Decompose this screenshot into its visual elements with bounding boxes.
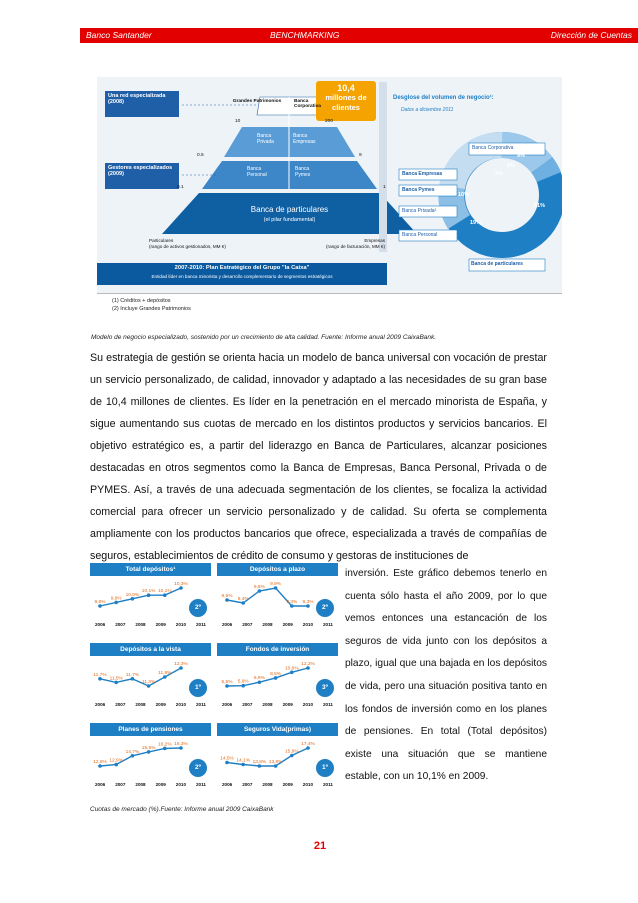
data-label: 12,3% — [174, 662, 188, 667]
x-tick-label: 2006 — [221, 702, 233, 707]
figure-footnote-2: (2) Incluye Grandes Patrimonios — [112, 306, 191, 312]
donut-pct-personal: 19% — [470, 220, 482, 226]
mini-chart-3 — [90, 643, 211, 709]
mini-chart-title: Seguros Vida(primas) — [217, 723, 338, 736]
x-tick-label: 2010 — [175, 702, 187, 707]
x-tick-label: 2010 — [175, 782, 187, 787]
figure-footnote-1: (1) Créditos + depósitos — [112, 298, 171, 304]
x-tick-label: 2008 — [135, 782, 146, 787]
data-label: 9,5% — [221, 594, 233, 599]
data-label: 14,7% — [125, 749, 140, 755]
donut-pct-empresas: 6% — [507, 163, 515, 169]
data-label: 11,8% — [158, 671, 172, 676]
donut-label-privada: Banca Privada² — [402, 208, 437, 214]
x-tick-label: 2011 — [323, 622, 333, 627]
x-tick-label: 2007 — [115, 782, 126, 787]
data-label: 9,3% — [286, 600, 298, 605]
data-label: 13,8% — [252, 760, 267, 765]
donut-label-empresas: Banca Empresas — [402, 171, 443, 177]
x-tick-label: 2011 — [196, 622, 206, 627]
x-tick-label: 2007 — [115, 702, 126, 707]
right-paragraph: inversión. Este gráfico debemos tenerlo en cuenta sólo hasta el año 2009, por lo que vemos entonces una estancación de los seguros de vida junto con los depósitos a plazo, igual que una bajada en los depósitos de vida, pero una situación positiva tanto en los fondos de inversión como en los planes de pensiones. En total (Total depósitos) existe una situación que se mantiene estable, con un 10,1% en 2009. — [345, 568, 547, 783]
pyramid-base-sub: (el pilar fundamental) — [263, 217, 316, 223]
mini-chart-2 — [217, 563, 338, 629]
grandes-patrimonios-label: Grandes Patrimonios — [232, 99, 282, 104]
x-tick-label: 2008 — [262, 702, 273, 707]
x-tick-label: 2006 — [221, 622, 233, 627]
data-label: 5,6% — [237, 679, 249, 685]
figure-caption-top: Modelo de negocio especializado, sostenido por un crecimiento de alta calidad. Fuente: Informe anual 2009 CaixaBank. — [91, 334, 437, 341]
x-tick-label: 2009 — [282, 622, 293, 627]
banca-pymes-label: Banca Pymes — [295, 166, 311, 178]
business-model-figure — [97, 77, 562, 294]
mini-chart-4 — [217, 643, 338, 709]
data-label: 15,5% — [141, 745, 156, 751]
body-paragraph: Su estrategia de gestión se orienta hacia un modelo de banca universal con vocación de prestar un servicio personalizado, de calidad, innovador y adaptado a las necesidades de su gran base de 10,4 millones de clientes. Es líder en la penetración en el mercado minorista de España, y sigue aumentando sus cuotas de mercado en los distintos productos y servicios bancarios. El objetivo estratégico es, a partir del liderazgo en Banca de Particulares, alcanzar posiciones destacadas en otros segmentos como la Banca de Empresas, Banca Personal, Privada o de PYMES. Así, a través de una adecuada segmentación de los clientes, se focaliza la actividad comercial para ofrecer un servicio personalizado y de calidad. Su oferta se complementa ampliamente con los productos bancarios que ofrece, especializada a través de compañías de seguros, establecimientos de crédito de consumo y gestoras de instituciones de — [90, 352, 547, 562]
data-label: 9,9% — [110, 596, 122, 602]
data-label: 10,1% — [141, 589, 156, 595]
rank-badge: 1º — [189, 679, 207, 697]
page-number: 21 — [313, 840, 327, 852]
tick-9: 9 — [359, 153, 362, 158]
x-tick-label: 2010 — [302, 782, 314, 787]
banca-empresas-label: Banca Empresas — [293, 133, 316, 145]
x-tick-label: 2008 — [135, 702, 146, 707]
data-label: 8,5% — [270, 671, 282, 677]
x-axis-years — [217, 780, 338, 789]
tick-200: 200 — [325, 119, 334, 124]
x-axis-years — [90, 620, 211, 629]
data-label: 12,9% — [109, 758, 124, 764]
rank-badge: 2º — [189, 759, 207, 777]
data-label: 16,2% — [157, 742, 172, 748]
plan-title: 2007-2010: Plan Estratégico del Grupo "la Caixa" — [174, 265, 310, 271]
donut-label-pymes: Banca Pymes — [402, 187, 435, 193]
x-tick-label: 2006 — [94, 782, 106, 787]
donut-pct-privada: 10% — [458, 192, 470, 198]
data-label: 11,3% — [141, 680, 156, 685]
rank-badge: 2º — [189, 599, 207, 617]
donut-pct-particulares: 51% — [534, 203, 546, 209]
x-tick-label: 2011 — [323, 782, 333, 787]
x-axis-years — [217, 620, 338, 629]
page-header — [80, 28, 638, 43]
mini-chart-title: Fondos de inversión — [217, 643, 338, 656]
data-label: 11,7% — [125, 672, 140, 678]
data-label: 9,3% — [302, 600, 314, 605]
data-label: 9,8% — [94, 600, 106, 605]
empresas-label: Empresas (rango de facturación, MM €) — [326, 238, 385, 249]
data-label: 16,3% — [174, 742, 188, 747]
data-label: 11,5% — [109, 676, 123, 682]
data-label: 9,9% — [270, 582, 282, 587]
x-axis-years — [90, 780, 211, 789]
mini-chart-title: Planes de pensiones — [90, 723, 211, 736]
rank-badge: 3º — [316, 679, 334, 697]
data-label: 12,6% — [93, 760, 107, 765]
x-axis-years — [217, 700, 338, 709]
x-tick-label: 2011 — [323, 702, 333, 707]
x-tick-label: 2011 — [196, 702, 206, 707]
x-tick-label: 2009 — [155, 702, 166, 707]
banca-corporativa-label: Banca Corporativa — [294, 99, 321, 109]
banca-privada-label: Banca Privada — [257, 133, 274, 145]
x-tick-label: 2009 — [155, 622, 166, 627]
tick-05: 0.5 — [197, 153, 204, 158]
plan-subtitle: Entidad líder en banca minorista y desarrollo complementario de segmentos estratégicos — [151, 274, 333, 279]
data-label: 9,4% — [237, 597, 249, 602]
data-label: 14,1% — [236, 758, 251, 764]
header-left: Banco Santander — [86, 30, 152, 40]
data-label: 13,8% — [268, 760, 283, 765]
tick-01: 0.1 — [177, 185, 184, 190]
data-label: 10,6% — [284, 666, 299, 672]
market-share-charts — [90, 563, 338, 803]
x-tick-label: 2007 — [242, 622, 253, 627]
x-tick-label: 2006 — [94, 622, 106, 627]
mini-chart-6 — [217, 723, 338, 789]
red-network-label: Una red especializada (2008) — [108, 93, 166, 105]
x-tick-label: 2006 — [221, 782, 233, 787]
donut-label-personal: Banca Personal — [402, 232, 438, 238]
x-tick-label: 2011 — [196, 782, 206, 787]
x-tick-label: 2007 — [115, 622, 126, 627]
rank-badge: 2º — [316, 599, 334, 617]
figure-caption-bottom: Cuotas de mercado (%).Fuente: Informe anual 2009 CaixaBank — [90, 806, 274, 813]
x-tick-label: 2008 — [262, 622, 273, 627]
data-label: 6,9% — [253, 676, 265, 682]
donut-label-corporativa: Banca Corporativa — [472, 145, 514, 151]
breakdown-date: Datos a diciembre 2011 — [401, 107, 454, 113]
donut-pct-corporativa: 9% — [517, 153, 525, 159]
x-tick-label: 2008 — [135, 622, 146, 627]
tick-10: 10 — [235, 119, 241, 124]
rank-badge: 1º — [316, 759, 334, 777]
x-tick-label: 2006 — [94, 702, 106, 707]
x-tick-label: 2007 — [242, 702, 253, 707]
x-tick-label: 2010 — [302, 622, 314, 627]
data-label: 15,9% — [284, 749, 299, 755]
particulares-label: Particulares (rango de activos gestionados, MM €) — [149, 238, 226, 249]
data-label: 17,4% — [301, 742, 315, 747]
header-center: BENCHMARKING — [270, 30, 340, 40]
mini-chart-title: Depósitos a la vista — [90, 643, 211, 656]
x-tick-label: 2009 — [282, 782, 293, 787]
specialized-managers-label: Gestores especializados (2009) — [108, 165, 173, 177]
banca-personal-label: Banca Personal — [247, 166, 267, 178]
data-label: 10,3% — [174, 582, 188, 587]
clients-badge: 10,4 millones de clientes — [325, 83, 367, 112]
x-tick-label: 2009 — [282, 702, 293, 707]
data-label: 11,7% — [93, 672, 107, 678]
x-tick-label: 2007 — [242, 782, 253, 787]
breakdown-title: Desglose del volumen de negocio¹: — [393, 95, 494, 101]
donut-label-particulares: Banca de particulares — [471, 261, 523, 267]
header-right: Dirección de Cuentas — [550, 30, 632, 40]
data-label: 9,8% — [253, 585, 265, 590]
donut-pct-pymes: 4% — [495, 171, 503, 177]
data-label: 14,5% — [220, 756, 234, 762]
tick-1: 1 — [383, 185, 386, 190]
mini-chart-5 — [90, 723, 211, 789]
data-label: 10,0% — [125, 592, 140, 598]
x-tick-label: 2008 — [262, 782, 273, 787]
mini-chart-title: Depósitos a plazo — [217, 563, 338, 576]
x-tick-label: 2010 — [302, 702, 314, 707]
mini-chart-1 — [90, 563, 211, 629]
data-label: 12,2% — [301, 662, 315, 667]
x-axis-years — [90, 700, 211, 709]
data-label: 10,1% — [157, 589, 172, 595]
x-tick-label: 2009 — [155, 782, 166, 787]
pyramid-base-title: Banca de particulares — [250, 205, 329, 214]
data-label: 5,5% — [221, 680, 233, 685]
mini-chart-title: Total depósitos¹ — [90, 563, 211, 576]
x-tick-label: 2010 — [175, 622, 187, 627]
